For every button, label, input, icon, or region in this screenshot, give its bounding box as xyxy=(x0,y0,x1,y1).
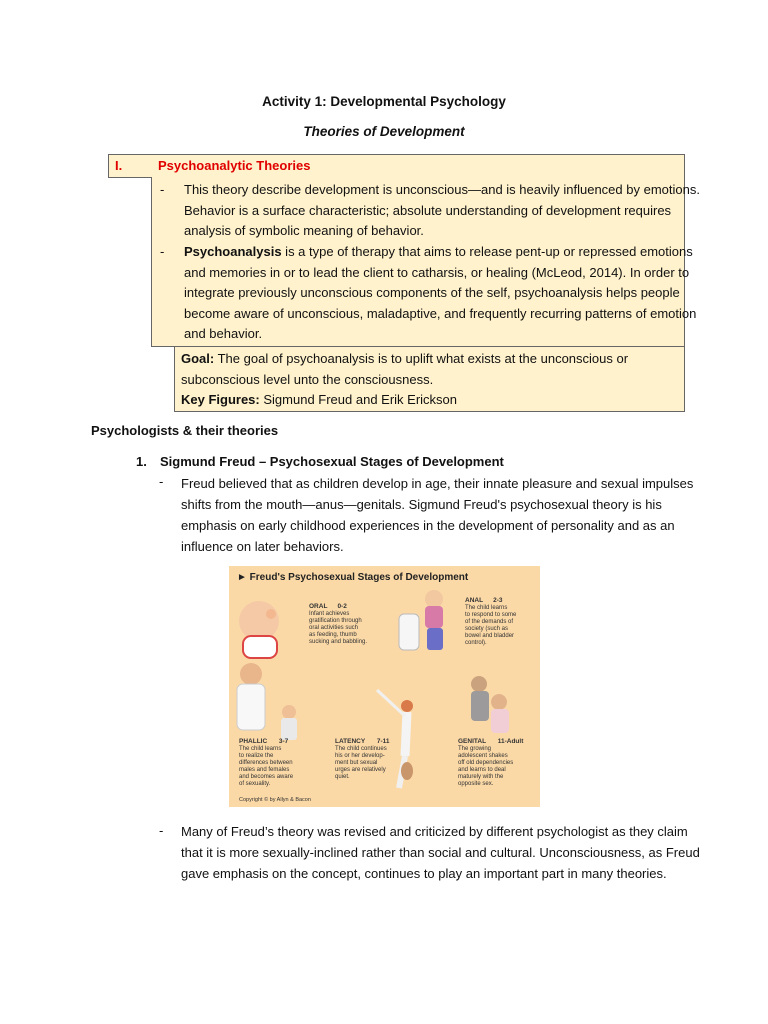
document-subtitle: Theories of Development xyxy=(303,124,465,139)
figure-copyright: Copyright © by Allyn & Bacon xyxy=(239,797,311,803)
table-description-cell: - This theory describe development is unconscious—and is heavily influenced by emotions. Behavior is a surface characteristic; absolute understanding of development requires analysis of symbolic meaning of behavior. - Psychoanalysis is a type of therapy that aims to release pent-up or repressed emotions and memories in or to lead the client to catharsis, or healing (McLeod, 2014). In order to integrate previously unconscious components of the self, psychoanalysis helps people become aware of unconscious, maladaptive, and frequently recurring patterns of emotion and behavior. xyxy=(151,177,685,347)
criticism-paragraph: Many of Freud’s theory was revised and criticized by different psychologist as they claim that it is more sexually-inclined rather than social and cultural. Unconsciousness, as Freud gave emphasis on the concept, continues to play an important part in many theories. xyxy=(181,824,700,881)
item-number: 1. xyxy=(136,454,147,469)
stage-genital: GENITAL 11-Adult The growing adolescent shakes off old dependencies and learns to deal maturely with the opposite sex. xyxy=(458,738,524,787)
stage-phallic: PHALLIC 3-7 The child learns to realize the differences between males and females and becomes aware of sexuality. xyxy=(239,738,294,787)
document-title: Activity 1: Developmental Psychology xyxy=(262,94,506,109)
section-number: I. xyxy=(115,158,123,173)
psychoanalytic-theories-table xyxy=(108,154,700,411)
toddler-illustration xyxy=(399,590,443,650)
numbered-item-freud xyxy=(136,454,504,469)
key-figures-text: Sigmund Freud and Erik Erickson xyxy=(259,392,458,407)
goal-text: The goal of psychoanalysis is to uplift what exists at the unconscious or xyxy=(214,351,629,366)
freud-paragraph: Freud believed that as children develop in age, their innate pleasure and sexual impulses shifts from the mouth—anus—genitals. Sigmund Freud's psychosexual theory is his emphasis on early childhood experiences in the development of personality and as an influence on later behaviors. xyxy=(181,476,694,554)
item-title: Sigmund Freud – Psychosexual Stages of Development xyxy=(160,454,504,469)
stage-oral: ORAL 0-2 Infant achieves gratification through oral activities such as feeding, thumb sucking and babbling. xyxy=(309,603,368,645)
bullet-dash: - xyxy=(159,474,164,489)
couple-illustration xyxy=(471,676,509,733)
key-figures-label: Key Figures: xyxy=(181,392,260,407)
goal-text-cont: subconscious level unto the consciousness. xyxy=(181,371,434,387)
stage-anal: ANAL 2-3 The child learns to respond to some of the demands of society (such as bowel and bladder control). xyxy=(465,597,517,646)
father-son-illustration xyxy=(237,663,297,740)
goal-label: Goal: xyxy=(181,351,215,366)
infant-illustration xyxy=(239,601,279,658)
goal-keyfigures-cell xyxy=(174,346,685,412)
bullet-dash: - xyxy=(159,823,164,838)
table-header-row xyxy=(108,154,685,178)
stage-latency: LATENCY 7-11 The child continues his or her develop- ment but sexual urges are relatively quiet. xyxy=(335,738,390,780)
psychosexual-stages-figure xyxy=(229,566,540,807)
figure-title: ► Freud's Psychosexual Stages of Development xyxy=(237,572,469,583)
section-heading: Psychoanalytic Theories xyxy=(158,158,311,173)
psychoanalysis-term: Psychoanalysis xyxy=(184,244,282,259)
section-heading-psychologists: Psychologists & their theories xyxy=(91,423,279,438)
